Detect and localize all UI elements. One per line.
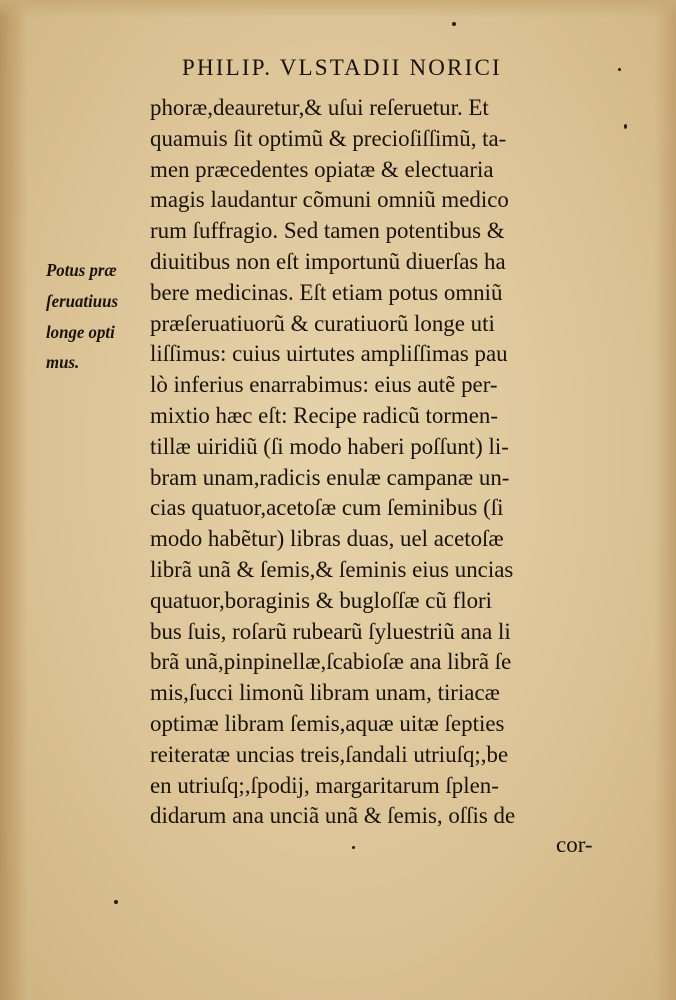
ink-speck (452, 22, 456, 26)
text-line: modo habẽtur) libras duas, uel acetoſæ (150, 526, 504, 552)
marginal-note (46, 255, 150, 378)
text-line: lò inferius enarrabimus: eius autẽ per- (150, 372, 498, 398)
text-line: men præcedentes opiatæ & electuaria (150, 156, 494, 182)
text-line: mixtio hæc eſt: Recipe radicũ tormen- (150, 402, 498, 428)
text-line: librã unã & ſemis,& ſeminis eius uncias (150, 556, 514, 582)
text-line: liſſimus: cuius uirtutes ampliſſimas pau (150, 341, 508, 367)
text-line: bus ſuis, roſarũ rubearũ ſyluestriũ ana li (150, 618, 511, 644)
ink-speck (114, 900, 118, 904)
text-line: diuitibus non eſt importunũ diuerſas ha (150, 248, 506, 274)
text-line: magis laudantur cõmuni omniũ medico (150, 187, 509, 213)
text-line: en utriuſq;,ſpodij, margaritarum ſplen- (150, 772, 499, 798)
body-text (150, 93, 620, 832)
ink-speck (618, 68, 621, 71)
page-edge-shadow-top (0, 0, 676, 18)
text-line: didarum ana unciã unã & ſemis, oſſis de (150, 803, 516, 829)
text-line: optimæ libram ſemis,aquæ uitæ ſepties (150, 710, 505, 736)
text-line: reiteratæ uncias treis,ſandali utriuſq;,be (150, 741, 509, 767)
text-line: bram unam,radicis enulæ campanæ un- (150, 464, 510, 490)
text-line: quamuis ſit optimũ & precioſiſſimũ, ta- (150, 125, 507, 151)
ink-speck (624, 124, 627, 129)
running-head: PHILIP. VLSTADII NORICI (182, 55, 502, 80)
marginal-note-line: mus. (46, 352, 80, 373)
marginal-note-line: Potus præ (46, 260, 117, 280)
marginal-note-line: ſeruatiuus (46, 290, 119, 311)
text-line: tillæ uiridiũ (ſi modo haberi poſſunt) li- (150, 433, 509, 459)
text-line: quatuor,boraginis & bugloſſæ cũ flori (150, 587, 493, 613)
text-line: cias quatuor,acetoſæ cum ſeminibus (ſi (150, 495, 504, 521)
page-edge-shadow-right (654, 0, 676, 1000)
catchword: cor- (556, 832, 593, 857)
text-line: brã unã,pinpinellæ,ſcabioſæ ana librã ſe (150, 649, 512, 675)
text-line: præſeruatiuorũ & curatiuorũ longe uti (150, 310, 495, 336)
text-line: rum ſuffragio. Sed tamen potentibus & (150, 218, 505, 244)
text-line: bere medicinas. Eſt etiam potus omniũ (150, 279, 503, 305)
text-line: mis,ſucci limonũ libram unam, tiriacæ (150, 680, 500, 706)
text-line: phoræ,deauretur,& uſui reſeruetur. Et (150, 95, 489, 120)
marginal-note-line: longe opti (46, 321, 115, 342)
page-edge-shadow-left (0, 0, 28, 1000)
ink-speck (352, 846, 355, 849)
